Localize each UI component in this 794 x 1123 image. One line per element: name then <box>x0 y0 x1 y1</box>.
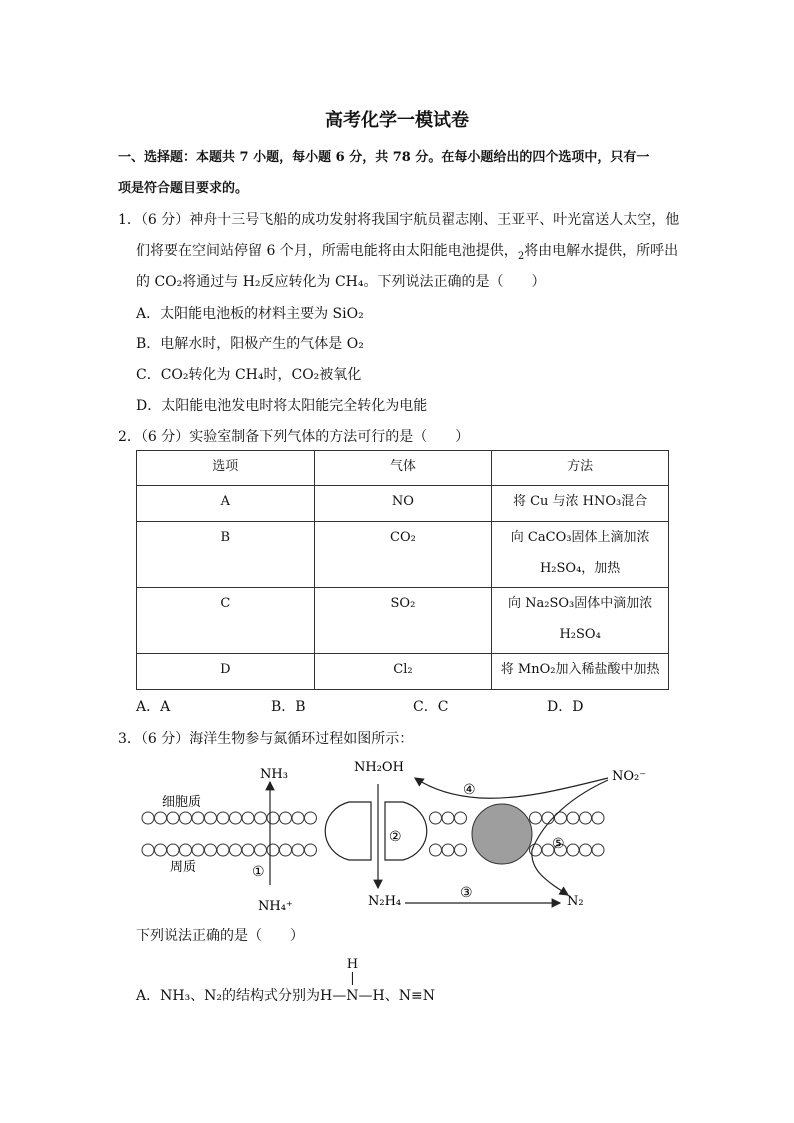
formula-h-text: H <box>346 957 359 972</box>
membrane-bead <box>155 812 167 824</box>
membrane-bead <box>592 844 604 856</box>
q1-stem-line2 <box>136 240 678 260</box>
table-header-method <box>492 451 669 486</box>
q1-option-d: D．太阳能电池发电时将太阳能完全转化为电能 <box>136 398 428 414</box>
membrane-bead <box>442 844 454 856</box>
label-no2: NO₂⁻ <box>612 769 647 784</box>
row-method: 向 CaCO₃固体上滴加浓 <box>510 530 650 545</box>
enzyme-circle <box>472 804 532 864</box>
membrane-bead <box>305 812 317 824</box>
membrane-bead <box>530 812 542 824</box>
arrow-no2-to-nh2oh <box>415 778 608 798</box>
membrane-bead <box>280 844 292 856</box>
formula-text: H—N—H <box>320 988 385 1004</box>
table-row <box>137 588 669 654</box>
row-gas: NO <box>391 494 414 509</box>
table-row <box>137 654 669 690</box>
page-title: 高考化学一模试卷 <box>325 110 469 131</box>
row-option: C <box>220 596 231 611</box>
q3-stem: 3．（6 分）海洋生物参与氮循环过程如图所示： <box>118 731 414 747</box>
transport-protein-left <box>325 802 371 860</box>
row-method-cont: H₂SO₄，加热 <box>539 561 621 576</box>
membrane-bead <box>192 812 204 824</box>
membrane-bead <box>255 812 267 824</box>
q1-stem-line2-tail: 将由电解水提供，所呼出 <box>524 243 679 259</box>
membrane-bead <box>292 812 304 824</box>
membrane-bead <box>267 844 279 856</box>
membrane-bead <box>180 844 192 856</box>
membrane-bead <box>255 844 267 856</box>
q3-option-a-prefix: A．NH₃、N₂的结构式分别为 <box>136 988 321 1004</box>
membrane-bead <box>205 844 217 856</box>
label-cytoplasm: 细胞质 <box>162 795 202 810</box>
row-gas: SO₂ <box>390 596 416 611</box>
row-option: B <box>220 530 231 545</box>
membrane-bead <box>205 812 217 824</box>
q2-answer-d: D．D <box>547 699 584 715</box>
membrane-bead <box>230 812 242 824</box>
structural-formula-nh3 <box>320 957 385 1004</box>
label-step-1: ① <box>252 864 265 880</box>
membrane-bead <box>580 844 592 856</box>
membrane-bead <box>142 812 154 824</box>
membrane-bead <box>455 812 467 824</box>
q1-stem-line3: 的 CO₂将通过与 H₂反应转化为 CH₄。下列说法正确的是（ ） <box>136 274 546 290</box>
membrane-bead <box>142 844 154 856</box>
membrane-bead <box>155 844 167 856</box>
label-nh3: NH₃ <box>260 767 288 782</box>
membrane-bead <box>242 812 254 824</box>
q2-answer-b: B．B <box>271 699 306 715</box>
membrane-bead <box>242 844 254 856</box>
q1-stem-line2-text: 们将要在空间站停留 6 个月，所需电能将由太阳能电池提供， <box>136 243 518 259</box>
membrane-bead <box>430 812 442 824</box>
row-option: D <box>220 662 231 677</box>
membrane-bead <box>567 844 579 856</box>
header-label: 选项 <box>212 459 239 474</box>
membrane-bead <box>455 844 467 856</box>
q2-answer-c: C．C <box>413 699 449 715</box>
q3-option-a <box>136 957 435 1005</box>
formula-top-h <box>320 958 385 986</box>
header-label: 方法 <box>567 459 594 474</box>
q3-option-a-tail: 、N≡N <box>384 988 435 1004</box>
membrane-bead <box>305 844 317 856</box>
formula-bond: | <box>350 971 355 986</box>
membrane-bead <box>217 812 229 824</box>
row-gas: CO₂ <box>390 530 416 545</box>
membrane-bead <box>442 812 454 824</box>
label-periplasm: 周质 <box>170 860 197 875</box>
row-gas: Cl₂ <box>393 662 413 677</box>
label-nh2oh: NH₂OH <box>354 760 404 775</box>
q1-option-b: B．电解水时，阳极产生的气体是 O₂ <box>136 336 364 352</box>
table-row <box>137 486 669 522</box>
q1-option-a: A．太阳能电池板的材料主要为 SiO₂ <box>136 306 364 322</box>
q1-option-c: C．CO₂转化为 CH₄时，CO₂被氧化 <box>136 367 362 383</box>
nitrogen-cycle-diagram <box>0 750 794 915</box>
label-step-2: ② <box>389 829 402 845</box>
q2-answer-a: A．A <box>136 699 171 715</box>
q3-question: 下列说法正确的是（ ） <box>136 928 304 944</box>
section-heading-line1: 一、选择题：本题共 7 小题，每小题 6 分，共 78 分。在每小题给出的四个选项中，只有一 <box>118 150 650 165</box>
label-n2: N₂ <box>567 894 584 909</box>
membrane-bead <box>192 844 204 856</box>
membrane-bead <box>580 812 592 824</box>
q2-table <box>136 450 669 690</box>
membrane-bead <box>230 844 242 856</box>
row-method-cont: H₂SO₄ <box>559 627 601 642</box>
row-option: A <box>220 494 230 509</box>
q1-stem-line1: 1．（6 分）神舟十三号飞船的成功发射将我国宇航员翟志刚、王亚平、叶光富送人太空，他 <box>118 212 680 228</box>
cell-membrane <box>142 812 604 856</box>
membrane-bead <box>292 844 304 856</box>
membrane-bead <box>167 812 179 824</box>
membrane-bead <box>430 844 442 856</box>
header-label: 气体 <box>389 459 416 474</box>
label-step-5: ⑤ <box>552 836 565 852</box>
membrane-bead <box>267 812 279 824</box>
table-header-gas <box>314 451 492 486</box>
membrane-bead <box>167 844 179 856</box>
membrane-bead <box>217 844 229 856</box>
row-method: 向 Na₂SO₃固体中滴加浓 <box>508 596 653 611</box>
label-step-3: ③ <box>460 885 473 901</box>
membrane-bead <box>567 812 579 824</box>
section-heading-line2: 项是符合题目要求的。 <box>118 181 249 196</box>
row-method: 将 MnO₂加入稀盐酸中加热 <box>500 662 660 677</box>
q2-stem: 2．（6 分）实验室制备下列气体的方法可行的是（ ） <box>118 429 470 445</box>
membrane-bead <box>280 812 292 824</box>
label-nh4: NH₄⁺ <box>258 899 293 914</box>
membrane-bead <box>180 812 192 824</box>
label-step-4: ④ <box>463 782 476 798</box>
arrow-to-n2 <box>532 780 608 895</box>
table-row <box>137 522 669 588</box>
label-n2h4: N₂H₄ <box>368 894 402 909</box>
q1-stem-line2-sub: 2 <box>517 250 525 262</box>
membrane-bead <box>592 812 604 824</box>
table-header-option <box>137 451 315 486</box>
row-method: 将 Cu 与浓 HNO₃混合 <box>512 494 648 509</box>
